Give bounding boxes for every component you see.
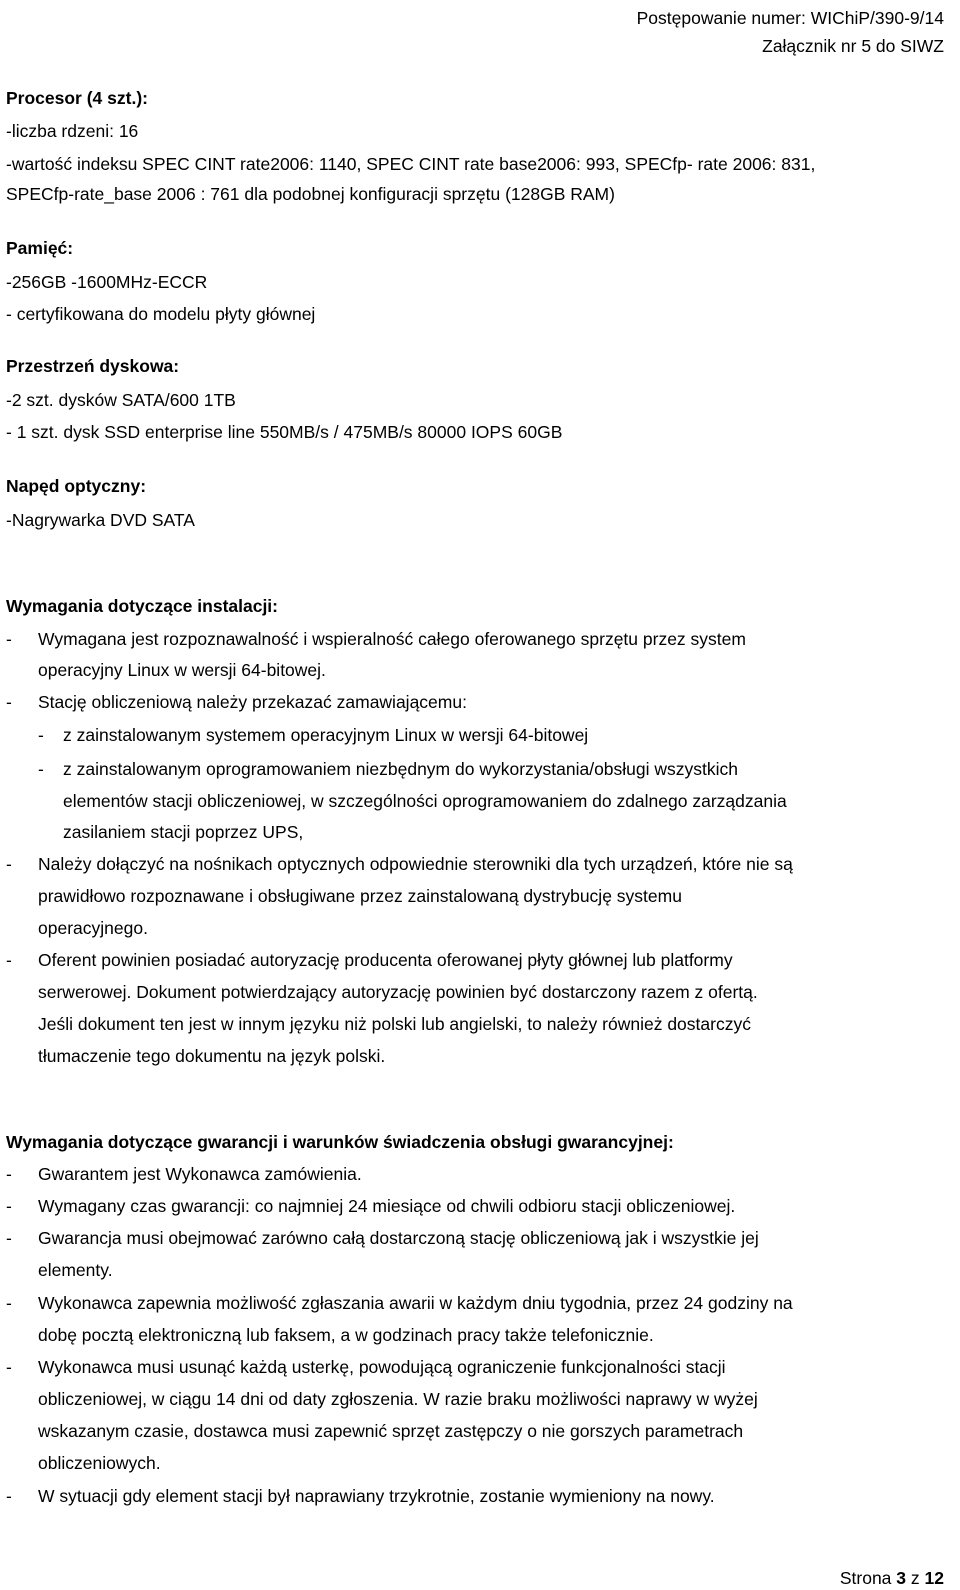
install-bullet-1-line1: Wymagana jest rozpoznawalność i wspieralność całego oferowanego sprzętu przez system (38, 629, 746, 649)
list-dash: - (6, 1293, 12, 1313)
install-bullet-1-line2: operacyjny Linux w wersji 64-bitowej. (38, 660, 326, 680)
list-dash: - (6, 1196, 12, 1216)
install-bullet-3-line1: Należy dołączyć na nośnikach optycznych odpowiednie sterowniki dla tych urządzeń, które nie są (38, 854, 793, 874)
warranty-heading: Wymagania dotyczące gwarancji i warunków świadczenia obsługi gwarancyjnej: (6, 1132, 674, 1152)
install-heading: Wymagania dotyczące instalacji: (6, 596, 279, 616)
memory-item-2: - certyfikowana do modelu płyty głównej (6, 304, 316, 324)
install-bullet-4-line3: Jeśli dokument ten jest w innym języku niż polski lub angielski, to należy również dostarczyć (38, 1014, 751, 1034)
install-bullet-4-line2: serwerowej. Dokument potwierdzający autoryzację powinien być dostarczony razem z ofertą. (38, 982, 758, 1002)
list-dash: - (6, 854, 12, 874)
warranty-bullet-3-line2: elementy. (38, 1260, 113, 1280)
list-dash: - (38, 759, 44, 779)
install-sub-1: z zainstalowanym systemem operacyjnym Linux w wersji 64-bitowej (63, 725, 589, 745)
of-word: z (910, 1568, 920, 1588)
install-sub-2-line1: z zainstalowanym oprogramowaniem niezbędnym do wykorzystania/obsługi wszystkich (63, 759, 739, 779)
install-bullet-4-line1: Oferent powinien posiadać autoryzację producenta oferowanej płyty głównej lub platformy (38, 950, 733, 970)
processor-heading: Procesor (4 szt.): (6, 88, 148, 108)
warranty-bullet-5-line1: Wykonawca musi usunąć każdą usterkę, powodującą ograniczenie funkcjonalności stacji (38, 1357, 726, 1377)
list-dash: - (6, 1228, 12, 1248)
install-bullet-4-line4: tłumaczenie tego dokumentu na język polski. (38, 1046, 386, 1066)
optical-item-1: -Nagrywarka DVD SATA (6, 510, 195, 530)
page-number: 3 (896, 1568, 907, 1588)
processor-cores: -liczba rdzeni: 16 (6, 121, 139, 141)
list-dash: - (6, 692, 12, 712)
page-footer (840, 1566, 944, 1590)
attachment-label: Załącznik nr 5 do SIWZ (762, 36, 944, 56)
warranty-bullet-5-line3: wskazanym czasie, dostawca musi zapewnić sprzęt zastępczy o nie gorszych parametrach (38, 1421, 744, 1441)
processor-spec-line1: -wartość indeksu SPEC CINT rate2006: 1140, SPEC CINT rate base2006: 993, SPECfp- rate 2006: 831, (6, 154, 816, 174)
page-word: Strona (839, 1568, 892, 1588)
optical-heading: Napęd optyczny: (6, 476, 147, 496)
warranty-bullet-4-line2: dobę pocztą elektroniczną lub faksem, a w godzinach pracy także telefonicznie. (38, 1325, 654, 1345)
disk-item-2: - 1 szt. dysk SSD enterprise line 550MB/s / 475MB/s 80000 IOPS 60GB (6, 422, 563, 442)
install-bullet-3-line3: operacyjnego. (38, 918, 148, 938)
list-dash: - (6, 1357, 12, 1377)
disk-item-1: -2 szt. dysków SATA/600 1TB (6, 390, 236, 410)
warranty-bullet-4-line1: Wykonawca zapewnia możliwość zgłaszania awarii w każdym dniu tygodnia, przez 24 godziny na (38, 1293, 793, 1313)
install-sub-2-line3: zasilaniem stacji poprzez UPS, (63, 822, 304, 842)
processor-spec-line2: SPECfp-rate_base 2006 : 761 dla podobnej konfiguracji sprzętu (128GB RAM) (6, 184, 615, 204)
list-dash: - (6, 629, 12, 649)
memory-heading: Pamięć: (6, 238, 74, 258)
memory-item-1: -256GB -1600MHz-ECCR (6, 272, 208, 292)
install-bullet-3-line2: prawidłowo rozpoznawane i obsługiwane przez zainstalowaną dystrybucję systemu (38, 886, 682, 906)
list-dash: - (6, 1164, 12, 1184)
document-header (637, 4, 944, 60)
warranty-bullet-5-line4: obliczeniowych. (38, 1453, 161, 1473)
warranty-bullet-1: Gwarantem jest Wykonawca zamówienia. (38, 1164, 362, 1184)
page-total: 12 (924, 1568, 944, 1588)
warranty-bullet-5-line2: obliczeniowej, w ciągu 14 dni od daty zgłoszenia. W razie braku możliwości naprawy w wyżej (38, 1389, 758, 1409)
list-dash: - (6, 950, 12, 970)
install-bullet-2-line1: Stację obliczeniową należy przekazać zamawiającemu: (38, 692, 467, 712)
list-dash: - (38, 725, 44, 745)
install-sub-2-line2: elementów stacji obliczeniowej, w szczególności oprogramowaniem do zdalnego zarządzania (63, 791, 787, 811)
warranty-bullet-6: W sytuacji gdy element stacji był naprawiany trzykrotnie, zostanie wymieniony na nowy. (38, 1486, 715, 1506)
warranty-bullet-2: Wymagany czas gwarancji: co najmniej 24 miesiące od chwili odbioru stacji obliczeniowej. (38, 1196, 736, 1216)
disk-heading: Przestrzeń dyskowa: (6, 356, 180, 376)
warranty-bullet-3-line1: Gwarancja musi obejmować zarówno całą dostarczoną stację obliczeniową jak i wszystkie jej (38, 1228, 759, 1248)
list-dash: - (6, 1486, 12, 1506)
procedure-number: Postępowanie numer: WIChiP/390-9/14 (636, 8, 944, 28)
